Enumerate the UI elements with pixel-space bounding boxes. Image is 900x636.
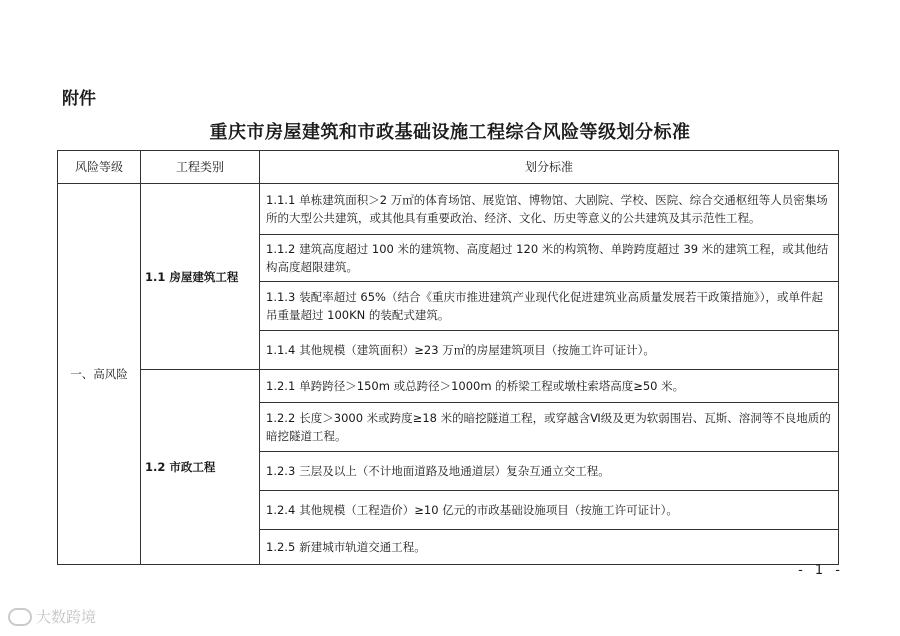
watermark-text: 大数跨境 xyxy=(36,608,97,626)
criterion-cell xyxy=(260,184,839,235)
criterion-cell xyxy=(260,403,839,452)
attachment-label: 附件 xyxy=(62,89,96,109)
table-header-row xyxy=(58,151,839,184)
watermark-logo-icon xyxy=(8,608,32,626)
table-row xyxy=(58,184,839,235)
criterion-number: 1.2.3 xyxy=(266,464,296,478)
criterion-cell xyxy=(260,235,839,282)
header-project-type: 工程类别 xyxy=(141,151,260,184)
criterion-text: 建筑高度超过 100 米的建筑物、高度超过 120 米的构筑物、单跨跨度超过 39 米的建筑工程，或其他结构高度超限建筑。 xyxy=(266,242,829,274)
criterion-number: 1.1.3 xyxy=(266,290,296,304)
header-risk-level: 风险等级 xyxy=(58,151,141,184)
criterion-number: 1.1.2 xyxy=(266,242,296,256)
criterion-number: 1.1.4 xyxy=(266,343,296,357)
document-title: 重庆市房屋建筑和市政基础设施工程综合风险等级划分标准 xyxy=(209,122,691,143)
criterion-cell xyxy=(260,370,839,403)
criterion-number: 1.2.5 xyxy=(266,540,296,554)
criterion-text: 三层及以上（不计地面道路及地通道层）复杂互通立交工程。 xyxy=(299,464,610,478)
criterion-cell xyxy=(260,530,839,565)
criterion-text: 长度＞3000 米或跨度≥18 米的暗挖隧道工程，或穿越含Ⅵ级及更为软弱围岩、瓦斯、溶洞等不良地质的暗挖隧道工程。 xyxy=(266,411,831,443)
criterion-number: 1.2.2 xyxy=(266,411,296,425)
project-type-building: 1.1 房屋建筑工程 xyxy=(141,184,260,370)
page-number: - 1 - xyxy=(798,563,844,578)
project-type-municipal: 1.2 市政工程 xyxy=(141,370,260,565)
criterion-cell xyxy=(260,282,839,331)
criterion-number: 1.1.1 xyxy=(266,193,296,207)
risk-standard-table xyxy=(57,150,839,565)
criterion-cell xyxy=(260,491,839,530)
criterion-cell xyxy=(260,452,839,491)
criterion-text: 单跨跨径＞150m 或总跨径＞1000m 的桥梁工程或墩柱索塔高度≥50 米。 xyxy=(299,379,685,393)
criterion-text: 其他规模（建筑面积）≥23 万㎡的房屋建筑项目（按施工许可证计）。 xyxy=(299,343,655,357)
watermark xyxy=(8,606,96,627)
criterion-number: 1.2.4 xyxy=(266,503,296,517)
risk-level-cell: 一、高风险 xyxy=(58,184,141,565)
header-criteria: 划分标准 xyxy=(260,151,839,184)
criterion-text: 单栋建筑面积＞2 万㎡的体育场馆、展览馆、博物馆、大剧院、学校、医院、综合交通枢纽等人员密集场所的大型公共建筑，或其他具有重要政治、经济、文化、历史等意义的公共建筑及其示范性工程。 xyxy=(266,193,828,225)
table-row xyxy=(58,370,839,403)
criterion-text: 其他规模（工程造价）≥10 亿元的市政基础设施项目（按施工许可证计）。 xyxy=(299,503,678,517)
criterion-text: 装配率超过 65%（结合《重庆市推进建筑产业现代化促进建筑业高质量发展若干政策措施》），或单件起吊重量超过 100KN 的装配式建筑。 xyxy=(266,290,823,322)
criterion-number: 1.2.1 xyxy=(266,379,296,393)
criterion-cell xyxy=(260,331,839,370)
criterion-text: 新建城市轨道交通工程。 xyxy=(299,540,426,554)
